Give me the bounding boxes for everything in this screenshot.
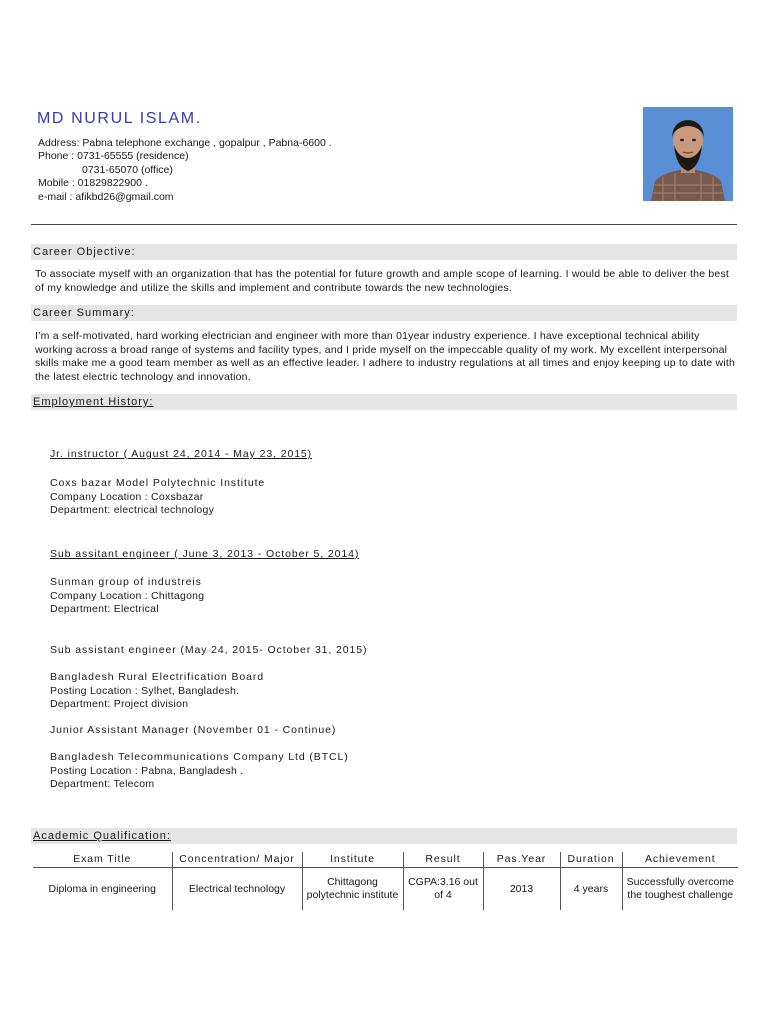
phone-line: Phone : 0731-65555 (residence): [38, 150, 189, 163]
job-location: Company Location : Chittagong: [50, 589, 205, 602]
job-department: Department: Project division: [50, 698, 189, 711]
mobile-line: Mobile : 01829822900 .: [38, 177, 148, 190]
candidate-name: MD NURUL ISLAM.: [37, 110, 202, 127]
contact-block: [38, 137, 332, 204]
section-career-summary: Career Summary:: [31, 305, 737, 321]
email-line: e-mail : afikbd26@gmail.com: [38, 190, 174, 203]
job-department: Department: Telecom: [50, 778, 155, 791]
profile-photo: [643, 107, 733, 201]
job-entry: [50, 644, 367, 712]
table-cell: Diploma in engineering: [48, 882, 156, 895]
header-divider: [31, 224, 737, 225]
job-entry: [50, 548, 359, 617]
table-row: [33, 868, 738, 911]
job-location: Company Location : Coxsbazar: [50, 490, 204, 503]
job-organization: Bangladesh Rural Electrification Board: [50, 671, 264, 684]
table-cell: 2013: [483, 868, 560, 911]
section-academic-qualification: Academic Qualification:: [31, 828, 737, 844]
table-cell: Chittagong polytechnic institute: [302, 868, 403, 911]
col-header: Pas.Year: [483, 852, 560, 868]
col-header: Concentration/ Major: [172, 852, 302, 868]
col-header: Institute: [302, 852, 403, 868]
section-career-objective: Career Objective:: [31, 244, 737, 260]
academic-table: [33, 852, 738, 910]
job-organization: Sunman group of industreis: [50, 576, 202, 589]
col-header: Result: [403, 852, 483, 868]
table-cell: Successfully overcome the toughest challenge: [622, 868, 738, 911]
phone-office-line: 0731-65070 (office): [82, 163, 173, 176]
job-organization: Bangladesh Telecommunications Company Ltd (BTCL): [50, 751, 349, 764]
job-department: Department: Electrical: [50, 603, 159, 616]
job-title: Sub assitant engineer ( June 3, 2013 - October 5, 2014): [50, 548, 360, 560]
address-line: Address: Pabna telephone exchange , gopalpur , Pabna-6600 .: [38, 137, 332, 149]
job-organization: Coxs bazar Model Polytechnic Institute: [50, 477, 266, 490]
job-title: Jr. instructor ( August 24, 2014 - May 23, 2015): [50, 448, 313, 460]
job-location: Posting Location : Sylhet, Bangladesh.: [50, 684, 240, 697]
table-cell: Electrical technology: [172, 868, 302, 911]
table-cell: CGPA:3.16 out of 4: [403, 868, 483, 911]
job-title: Junior Assistant Manager (November 01 - Continue): [50, 724, 337, 736]
col-header: Duration: [560, 852, 622, 868]
career-objective-text: To associate myself with an organization that has the potential for future growth and ample scope of learning. I would be able to deliver the best of my knowledge and utilize the skills and implement and contribute towards the new technologies.: [35, 268, 730, 294]
career-summary-text: I’m a self-motivated, hard working electrician and engineer with more than 01year industry experience. I have exceptional technical ability working across a broad range of systems and facility types, and I pride myself on the impeccable quality of my work. My excellent interpersonal skills make me a good team member as well as an effective leader. I adhere to industry regulations at all times and enjoy keeping up to date with the latest electric technology and innovation.: [35, 330, 736, 383]
job-department: Department: electrical technology: [50, 504, 215, 517]
job-entry: [50, 724, 349, 792]
job-entry: [50, 448, 312, 518]
job-title: Sub assistant engineer (May 24, 2015- October 31, 2015): [50, 644, 368, 656]
table-cell: 4 years: [560, 868, 622, 911]
section-employment-history: Employment History:: [31, 394, 737, 410]
job-location: Posting Location : Pabna, Bangladesh .: [50, 764, 244, 777]
table-header-row: [33, 852, 738, 868]
col-header: Achievement: [622, 852, 738, 868]
col-header: Exam Title: [33, 852, 172, 868]
